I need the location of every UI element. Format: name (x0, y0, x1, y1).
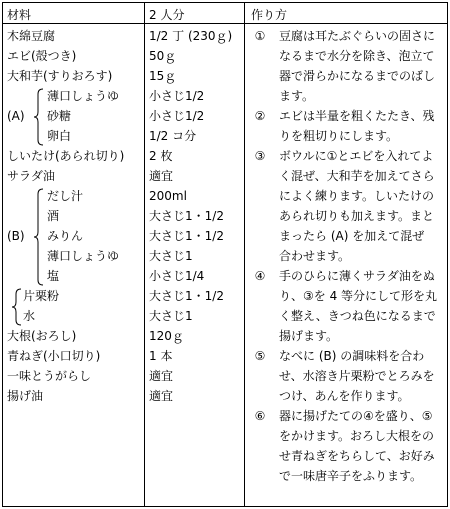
header-divider (3, 23, 447, 24)
step-text-line: く整え、きつね色になるまで (279, 309, 436, 323)
step-text-line: 手のひらに薄くサラダ油をぬ (279, 269, 435, 283)
ingredient-name: サラダ油 (7, 169, 55, 183)
step-text-line: エビは半量を粗くたたき、残 (279, 109, 435, 123)
ingredient-quantity: 大さじ1 (149, 249, 193, 263)
step-text-line: せ青ねぎをちらして、お好み (279, 449, 435, 463)
header-quantity: 2 人分 (149, 8, 185, 22)
step-text-line: 器で滑らかになるまでのばし (279, 69, 436, 83)
group-label-a: (A) (7, 109, 25, 123)
ingredient-quantity: 適宜 (149, 169, 174, 183)
ingredient-quantity: 50ｇ (149, 49, 177, 63)
ingredient-quantity: 小さじ1/4 (149, 269, 205, 283)
ingredient-name: 木綿豆腐 (7, 29, 56, 43)
ingredient-quantity: 15ｇ (149, 69, 177, 83)
step-text-line: ます。 (279, 89, 315, 103)
step-text-line: なるまで水分を除き、泡立て (279, 49, 435, 63)
group-a-brace (33, 88, 45, 146)
step-text-line: なべに (B) の調味料を合わ (279, 349, 425, 363)
step-text-line: り、③を 4 等分にして形を丸 (279, 289, 438, 303)
step-number: ④ (254, 269, 266, 283)
group-b-brace (33, 188, 45, 286)
step-number: ② (254, 109, 266, 123)
ingredient-quantity: 適宜 (149, 369, 174, 383)
ingredient-name: だし汁 (47, 189, 84, 203)
step-text-line: あられ切りも加えます。まと (279, 209, 435, 223)
ingredient-quantity: 大さじ1・1/2 (149, 229, 224, 243)
ingredient-quantity: 大さじ1・1/2 (149, 209, 224, 223)
ingredient-quantity: 200ml (149, 189, 187, 203)
step-text-line: せ、水溶き片栗粉でとろみを (279, 369, 435, 383)
ingredient-name: 卵白 (47, 129, 72, 143)
step-number: ⑥ (254, 409, 266, 423)
ingredient-name: 大根(おろし) (7, 329, 77, 343)
ingredient-quantity: 大さじ1・1/2 (149, 289, 224, 303)
ingredient-name: しいたけ(あられ切り) (7, 149, 125, 163)
step-text-line: 豆腐は耳たぶぐらいの固さに (279, 29, 436, 43)
ingredient-name: 塩 (47, 269, 60, 283)
step-text-line: で一味唐辛子をふります。 (279, 469, 423, 483)
ingredient-quantity: 適宜 (149, 389, 174, 403)
ingredient-quantity: 大さじ1 (149, 309, 193, 323)
ingredient-quantity: 小さじ1/2 (149, 109, 205, 123)
ingredient-name: 薄口しょうゆ (47, 89, 120, 103)
ingredient-name: 酒 (47, 209, 60, 223)
ingredient-quantity: 小さじ1/2 (149, 89, 205, 103)
step-text-line: りを粗切りにします。 (279, 129, 399, 143)
step-text-line: まったら (A) を加えて混ぜ (279, 229, 425, 243)
step-text-line: をかけます。おろし大根をの (279, 429, 435, 443)
ingredient-quantity: 2 枚 (149, 149, 173, 163)
starch-brace (11, 288, 23, 326)
column-divider (144, 3, 145, 506)
ingredient-name: 薄口しょうゆ (47, 249, 120, 263)
step-number: ① (254, 29, 266, 43)
column-divider (244, 3, 245, 506)
step-text-line: 揚げます。 (279, 329, 339, 343)
step-text-line: く混ぜ、大和芋を加えてさら (279, 169, 435, 183)
ingredient-name: 砂糖 (47, 109, 72, 123)
ingredient-name: 青ねぎ(小口切り) (7, 349, 101, 363)
ingredient-name: エビ(殻つき) (7, 49, 77, 63)
ingredient-quantity: 1 本 (149, 349, 173, 363)
step-number: ⑤ (254, 349, 266, 363)
ingredient-name: 一味とうがらし (7, 369, 92, 383)
ingredient-name: 揚げ油 (7, 389, 44, 403)
header-method: 作り方 (251, 8, 288, 22)
step-text-line: 合わせます。 (279, 249, 351, 263)
header-ingredients: 材料 (7, 8, 32, 22)
group-label-b: (B) (7, 229, 25, 243)
step-text-line: 器に揚げたての④を盛り、⑤ (279, 409, 433, 423)
step-number: ③ (254, 149, 266, 163)
recipe-table (2, 2, 448, 507)
step-text-line: ボウルに①とエビを入れてよ (279, 149, 434, 163)
step-text-line: つけ、あんを作ります。 (279, 389, 410, 403)
ingredient-quantity: 1/2 コ分 (149, 129, 197, 143)
step-text-line: によく練ります。しいたけの (279, 189, 435, 203)
ingredient-name: みりん (47, 229, 84, 243)
ingredient-quantity: 1/2 丁 (230ｇ) (149, 29, 233, 43)
ingredient-quantity: 120ｇ (149, 329, 184, 343)
ingredient-name: 大和芋(すりおろす) (7, 69, 113, 83)
ingredient-name: 水 (23, 309, 36, 323)
ingredient-name: 片栗粉 (23, 289, 60, 303)
